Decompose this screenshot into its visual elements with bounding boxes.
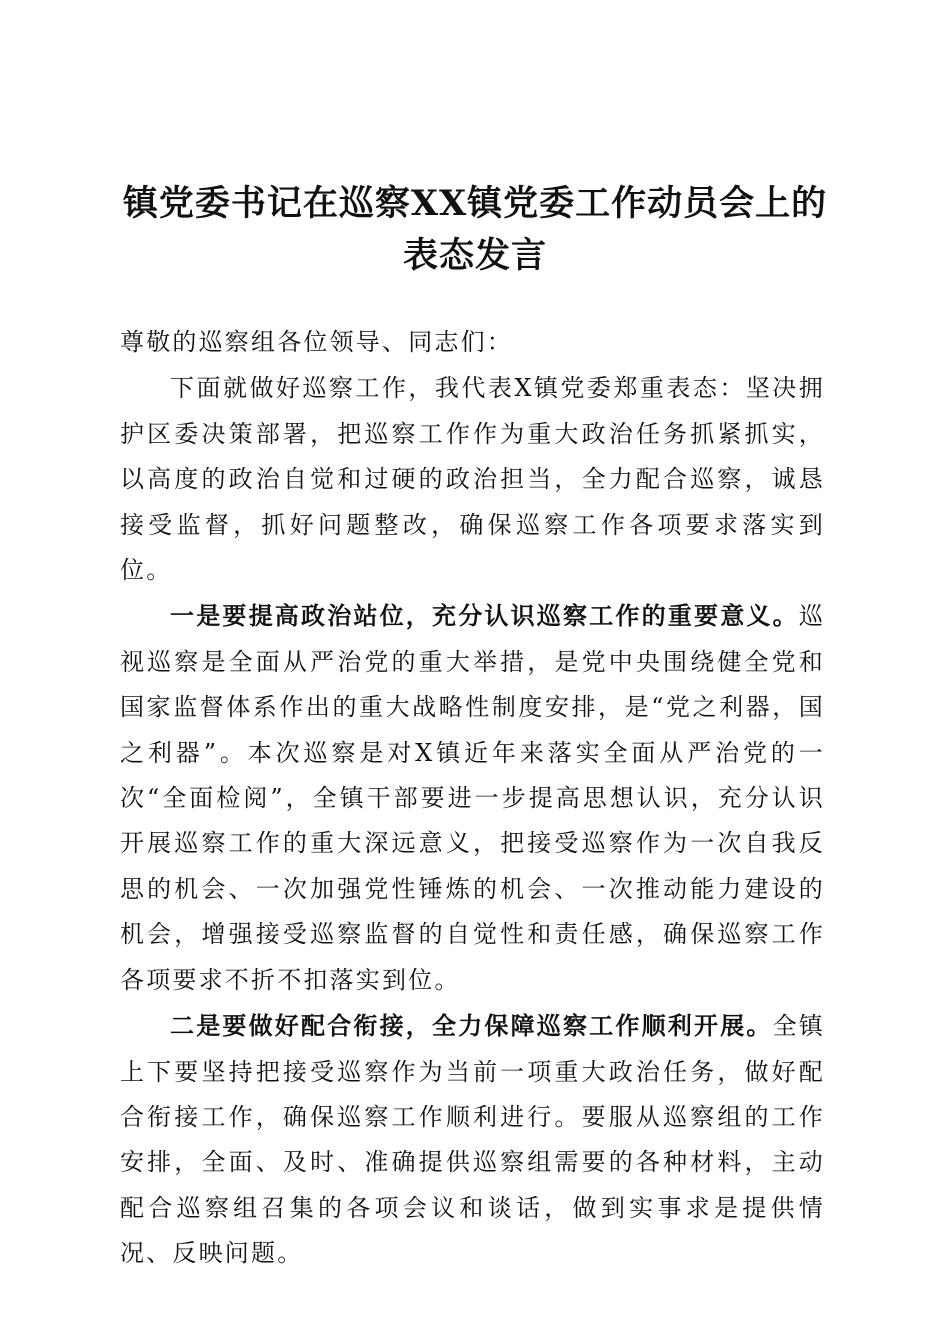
title-line-1: 镇党委书记在巡察XX镇党委工作动员会上的 [122,183,828,224]
paragraph-lead: 一是要提高政治站位，充分认识巡察工作的重要意义。 [170,601,799,631]
paragraph-text: 下面就做好巡察工作，我代表X镇党委郑重表态：坚决拥护区委决策部署，把巡察工作作为重大政治任务抓紧抓实，以高度的政治自觉和过硬的政治担当，全力配合巡察，诚恳接受监督，抓好问题整改，确保巡察工作各项要求落实到位。 [120,374,825,585]
salutation: 尊敬的巡察组各位领导、同志们： [120,328,513,356]
document-title [100,178,850,282]
paragraph-text: 全镇上下要坚持把接受巡察作为当前一项重大政治任务，做好配合衔接工作，确保巡察工作顺利进行。要服从巡察组的工作安排，全面、及时、准确提供巡察组需要的各种材料，主动配合巡察组召集的各项会议和谈话，做到实事求是提供情况、反映问题。 [120,1012,826,1268]
document-body [120,320,825,1277]
title-line-2: 表态发言 [402,235,547,276]
paragraph-point-1 [120,593,825,1003]
paragraph-lead: 二是要做好配合衔接，全力保障巡察工作顺利开展。 [170,1011,773,1041]
paragraph-text: 巡视巡察是全面从严治党的重大举措，是党中央围绕健全党和国家监督体系作出的重大战略性制度安排，是“党之利器，国之利器”。本次巡察是对X镇近年来落实全面从严治党的一次“全面检阅”，全镇干部要进一步提高思想认识，充分认识开展巡察工作的重大深远意义，把接受巡察作为一次自我反思的机会、一次加强党性锤炼的机会、一次推动能力建设的机会，增强接受巡察监督的自觉性和责任感，确保巡察工作各项要求不折不扣落实到位。 [120,602,826,994]
paragraph-intro [120,365,825,593]
paragraph-point-2 [120,1003,825,1276]
